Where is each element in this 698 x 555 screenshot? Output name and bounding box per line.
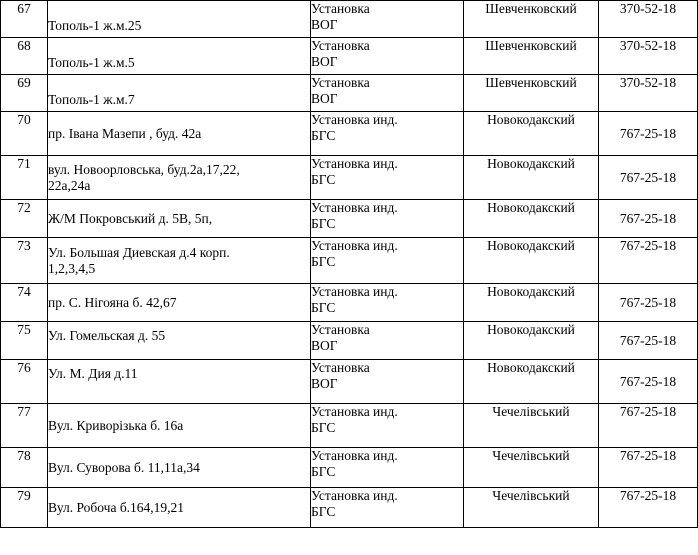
row-number-cell: 76 <box>1 360 48 404</box>
address-line: пр. Івана Мазепи , буд. 42а <box>48 125 202 141</box>
table-row <box>1 404 698 448</box>
work-type-line: БГС <box>311 463 336 479</box>
work-type-line: Установка инд. <box>311 488 398 503</box>
table-row <box>1 322 698 360</box>
district-cell: Новокодакский <box>464 322 599 360</box>
district-cell: Новокодакский <box>464 200 599 238</box>
address-cell <box>48 156 311 200</box>
district-cell: Чечелівський <box>464 448 599 488</box>
address-cell <box>48 112 311 156</box>
work-type-cell <box>311 38 464 75</box>
work-type-line: БГС <box>311 419 336 435</box>
address-line: Тополь-1 ж.м.7 <box>48 92 135 108</box>
address-cell <box>48 1 311 38</box>
row-number-cell: 67 <box>1 1 48 38</box>
phone-cell: 767-25-18 <box>599 238 698 284</box>
row-number-cell: 74 <box>1 284 48 322</box>
address-cell <box>48 488 311 528</box>
work-type-cell <box>311 322 464 360</box>
address-cell <box>48 200 311 238</box>
row-number-cell: 72 <box>1 200 48 238</box>
work-type-line: Установка <box>311 322 370 337</box>
work-type-cell <box>311 488 464 528</box>
row-number-cell: 70 <box>1 112 48 156</box>
work-type-cell <box>311 75 464 112</box>
phone-cell: 370-52-18 <box>599 38 698 75</box>
work-type-cell <box>311 448 464 488</box>
work-type-line: БГС <box>311 503 336 519</box>
work-type-line: БГС <box>311 253 336 269</box>
row-number-cell: 79 <box>1 488 48 528</box>
work-type-line: Установка инд. <box>311 284 398 299</box>
address-line: Вул. Криворізька б. 16а <box>48 417 184 433</box>
work-type-cell <box>311 156 464 200</box>
row-number-cell: 68 <box>1 38 48 75</box>
district-cell: Шевченковский <box>464 1 599 38</box>
phone-cell: 767-25-18 <box>599 448 698 488</box>
work-type-line: Установка <box>311 38 370 53</box>
row-number-cell: 77 <box>1 404 48 448</box>
table-row <box>1 238 698 284</box>
work-type-line: БГС <box>311 215 336 231</box>
address-line: Тополь-1 ж.м.5 <box>48 55 135 71</box>
row-number-cell: 75 <box>1 322 48 360</box>
district-cell: Новокодакский <box>464 156 599 200</box>
work-type-line: Установка инд. <box>311 238 398 253</box>
work-type-line: БГС <box>311 171 336 187</box>
work-type-line: ВОГ <box>311 16 338 32</box>
work-type-line: Установка инд. <box>311 404 398 419</box>
work-type-line: БГС <box>311 127 336 143</box>
address-line: вул. Новоорловська, буд.2а,17,22, <box>48 161 240 177</box>
work-type-line: ВОГ <box>311 375 338 391</box>
address-cell <box>48 238 311 284</box>
work-type-line: Установка <box>311 75 370 90</box>
address-line: Вул. Суворова б. 11,11а,34 <box>48 459 200 475</box>
address-cell <box>48 322 311 360</box>
row-number-cell: 73 <box>1 238 48 284</box>
table-row <box>1 112 698 156</box>
district-cell: Новокодакский <box>464 112 599 156</box>
work-type-line: Установка инд. <box>311 448 398 463</box>
work-type-line: Установка <box>311 1 370 16</box>
district-cell: Чечелівський <box>464 488 599 528</box>
work-type-line: ВОГ <box>311 337 338 353</box>
phone-cell: 767-25-18 <box>599 112 698 156</box>
table-row <box>1 488 698 528</box>
address-line: 22а,24а <box>48 177 91 193</box>
table-row <box>1 284 698 322</box>
phone-cell: 370-52-18 <box>599 75 698 112</box>
address-line: Вул. Робоча б.164,19,21 <box>48 499 185 515</box>
address-line: Ж/М Покровський д. 5В, 5п, <box>48 210 213 226</box>
work-type-cell <box>311 360 464 404</box>
address-cell <box>48 404 311 448</box>
district-cell: Новокодакский <box>464 360 599 404</box>
address-line: Тополь-1 ж.м.25 <box>48 18 142 34</box>
district-cell: Новокодакский <box>464 238 599 284</box>
table-row <box>1 156 698 200</box>
address-cell <box>48 38 311 75</box>
table-row <box>1 75 698 112</box>
row-number-cell: 69 <box>1 75 48 112</box>
work-type-line: ВОГ <box>311 90 338 106</box>
phone-cell: 767-25-18 <box>599 488 698 528</box>
table-body <box>1 1 698 528</box>
district-cell: Шевченковский <box>464 75 599 112</box>
table-row <box>1 200 698 238</box>
district-cell: Новокодакский <box>464 284 599 322</box>
row-number-cell: 78 <box>1 448 48 488</box>
phone-cell: 767-25-18 <box>599 284 698 322</box>
address-cell <box>48 284 311 322</box>
work-type-cell <box>311 200 464 238</box>
phone-cell: 767-25-18 <box>599 322 698 360</box>
work-type-cell <box>311 284 464 322</box>
address-cell <box>48 448 311 488</box>
phone-cell: 767-25-18 <box>599 200 698 238</box>
table-row <box>1 360 698 404</box>
work-type-cell <box>311 1 464 38</box>
address-cell <box>48 75 311 112</box>
district-cell: Шевченковский <box>464 38 599 75</box>
work-type-line: БГС <box>311 299 336 315</box>
address-cell <box>48 360 311 404</box>
work-type-line: ВОГ <box>311 53 338 69</box>
work-type-cell <box>311 404 464 448</box>
work-type-line: Установка инд. <box>311 200 398 215</box>
address-line: 1,2,3,4,5 <box>48 260 96 276</box>
address-line: Ул. Большая Диевская д.4 корп. <box>48 244 230 260</box>
row-number-cell: 71 <box>1 156 48 200</box>
table-row <box>1 1 698 38</box>
phone-cell: 370-52-18 <box>599 1 698 38</box>
address-line: Ул. Гомельская д. 55 <box>48 328 166 343</box>
address-line: Ул. М. Дия д.11 <box>48 366 138 381</box>
work-type-line: Установка инд. <box>311 112 398 127</box>
work-type-cell <box>311 238 464 284</box>
district-cell: Чечелівський <box>464 404 599 448</box>
table-row <box>1 448 698 488</box>
table-row <box>1 38 698 75</box>
phone-cell: 767-25-18 <box>599 156 698 200</box>
address-line: пр. С. Нігояна б. 42,67 <box>48 294 177 310</box>
phone-cell: 767-25-18 <box>599 404 698 448</box>
work-type-line: Установка <box>311 360 370 375</box>
work-type-cell <box>311 112 464 156</box>
work-type-line: Установка инд. <box>311 156 398 171</box>
phone-cell: 767-25-18 <box>599 360 698 404</box>
